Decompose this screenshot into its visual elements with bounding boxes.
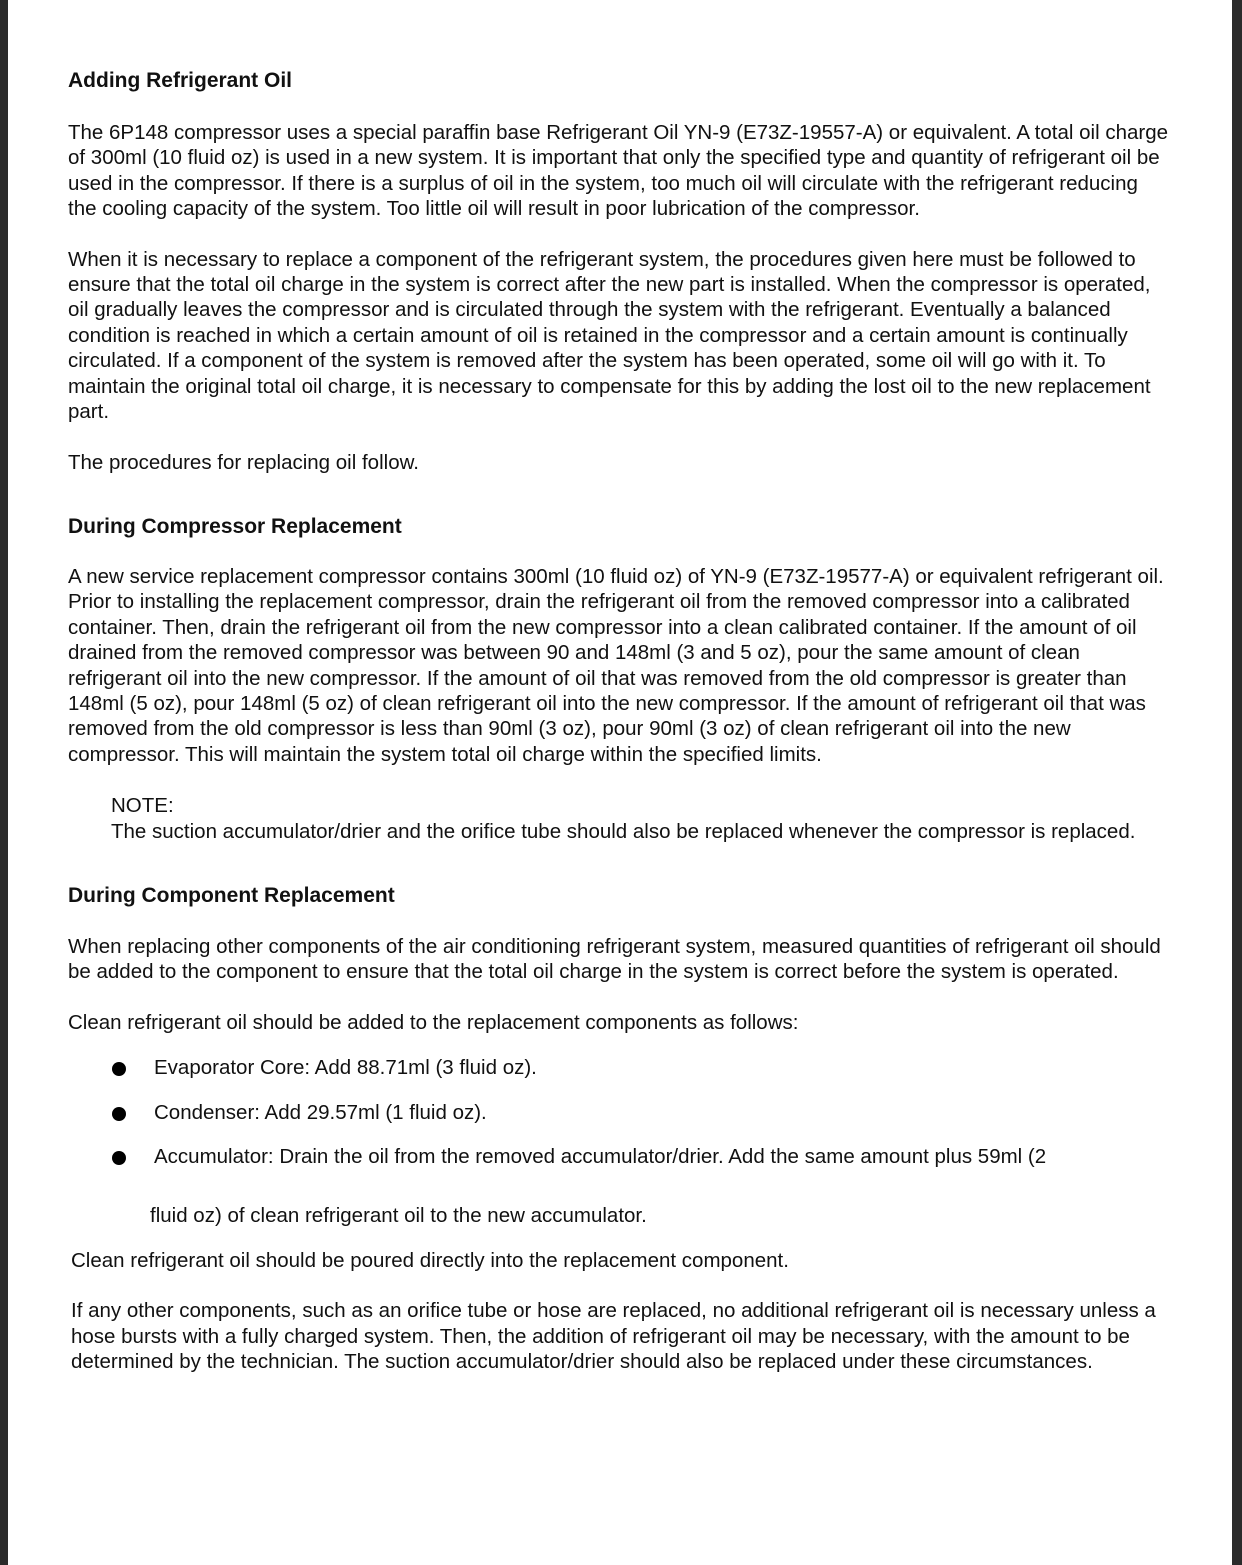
left-frame-border <box>0 0 8 1565</box>
right-frame-border <box>1232 0 1242 1565</box>
paragraph-procedures-follow: The procedures for replacing oil follow. <box>68 451 419 475</box>
paragraph-compressor-replacement: A new service replacement compressor contains 300ml (10 fluid oz) of YN-9 (E73Z-19577-A) or equivalent refrigerant oil. Prior to installing the replacement compressor, drain the refrigerant oil from the removed compressor into a calibrated container. Then, drain the refrigerant oil from the new compressor into a clean calibrated container. If the amount of oil drained from the removed compressor was between 90 and 148ml (3 and 5 oz), pour the same amount of clean refrigerant oil into the new compressor. If the amount of oil that was removed from the old compressor is greater than 148ml (5 oz), pour 148ml (5 oz) of clean refrigerant oil into the new compressor. If the amount of refrigerant oil that was removed from the old compressor is less than 90ml (3 oz), pour 90ml (3 oz) of clean refrigerant oil into the new compressor. This will maintain the system total oil charge within the specified limits. <box>68 564 1164 766</box>
paragraph-pour-directly: Clean refrigerant oil should be poured directly into the replacement component. <box>71 1248 789 1272</box>
paragraph-component-replacement: When replacing other components of the air conditioning refrigerant system, measured quantities of refrigerant oil should be added to the component to ensure that the total oil charge in the system is correct before the system is operated. <box>68 934 1161 984</box>
note-text: The suction accumulator/drier and the orifice tube should also be replaced whenever the compressor is replaced. <box>111 819 1136 843</box>
heading-during-compressor-replacement: During Compressor Replacement <box>68 514 402 538</box>
bullet-icon <box>112 1107 126 1121</box>
list-item-text: Accumulator: Drain the oil from the removed accumulator/drier. Add the same amount plus 59ml (2 <box>154 1144 1047 1168</box>
heading-during-component-replacement: During Component Replacement <box>68 883 395 907</box>
list-item-continuation: fluid oz) of clean refrigerant oil to the new accumulator. <box>150 1204 647 1228</box>
list-item-text: Evaporator Core: Add 88.71ml (3 fluid oz). <box>154 1056 537 1080</box>
bullet-icon <box>112 1062 126 1076</box>
paragraph-other-components: If any other components, such as an orifice tube or hose are replaced, no additional refrigerant oil is necessary unless a hose bursts with a fully charged system. Then, the addition of refrigerant oil may be necessary, with the amount to be determined by the technician. The suction accumulator/drier should also be replaced under these circumstances. <box>71 1299 1156 1373</box>
heading-adding-refrigerant-oil: Adding Refrigerant Oil <box>68 69 293 92</box>
note-label: NOTE: <box>111 794 174 818</box>
list-item <box>68 1144 1168 1229</box>
document-page <box>68 66 1168 1374</box>
paragraph-add-oil-as-follows: Clean refrigerant oil should be added to the replacement components as follows: <box>68 1010 799 1034</box>
list-item-text: Condenser: Add 29.57ml (1 fluid oz). <box>154 1100 487 1124</box>
bullet-icon <box>112 1151 126 1165</box>
list-item <box>68 1100 1168 1125</box>
list-item <box>68 1055 1168 1080</box>
paragraph-component-replacement-intro: When it is necessary to replace a component of the refrigerant system, the procedures given here must be followed to ensure that the total oil charge in the system is correct after the new part is installed. When the compressor is operated, oil gradually leaves the compressor and is circulated through the system with the refrigerant. Eventually a balanced condition is reached in which a certain amount of oil is retained in the compressor and a certain amount is continually circulated. If a component of the system is removed after the system has been operated, some oil will go with it. To maintain the original total oil charge, it is necessary to compensate for this by adding the lost oil to the new replacement part. <box>68 247 1151 424</box>
oil-amount-list <box>68 1055 1168 1229</box>
note-block <box>111 793 1168 844</box>
paragraph-oil-spec: The 6P148 compressor uses a special paraffin base Refrigerant Oil YN-9 (E73Z-19557-A) or equivalent. A total oil charge of 300ml (10 fluid oz) is used in a new system. It is important that only the specified type and quantity of refrigerant oil be used in the compressor. If there is a surplus of oil in the system, too much oil will circulate with the refrigerant reducing the cooling capacity of the system. Too little oil will result in poor lubrication of the compressor. <box>68 121 1169 221</box>
